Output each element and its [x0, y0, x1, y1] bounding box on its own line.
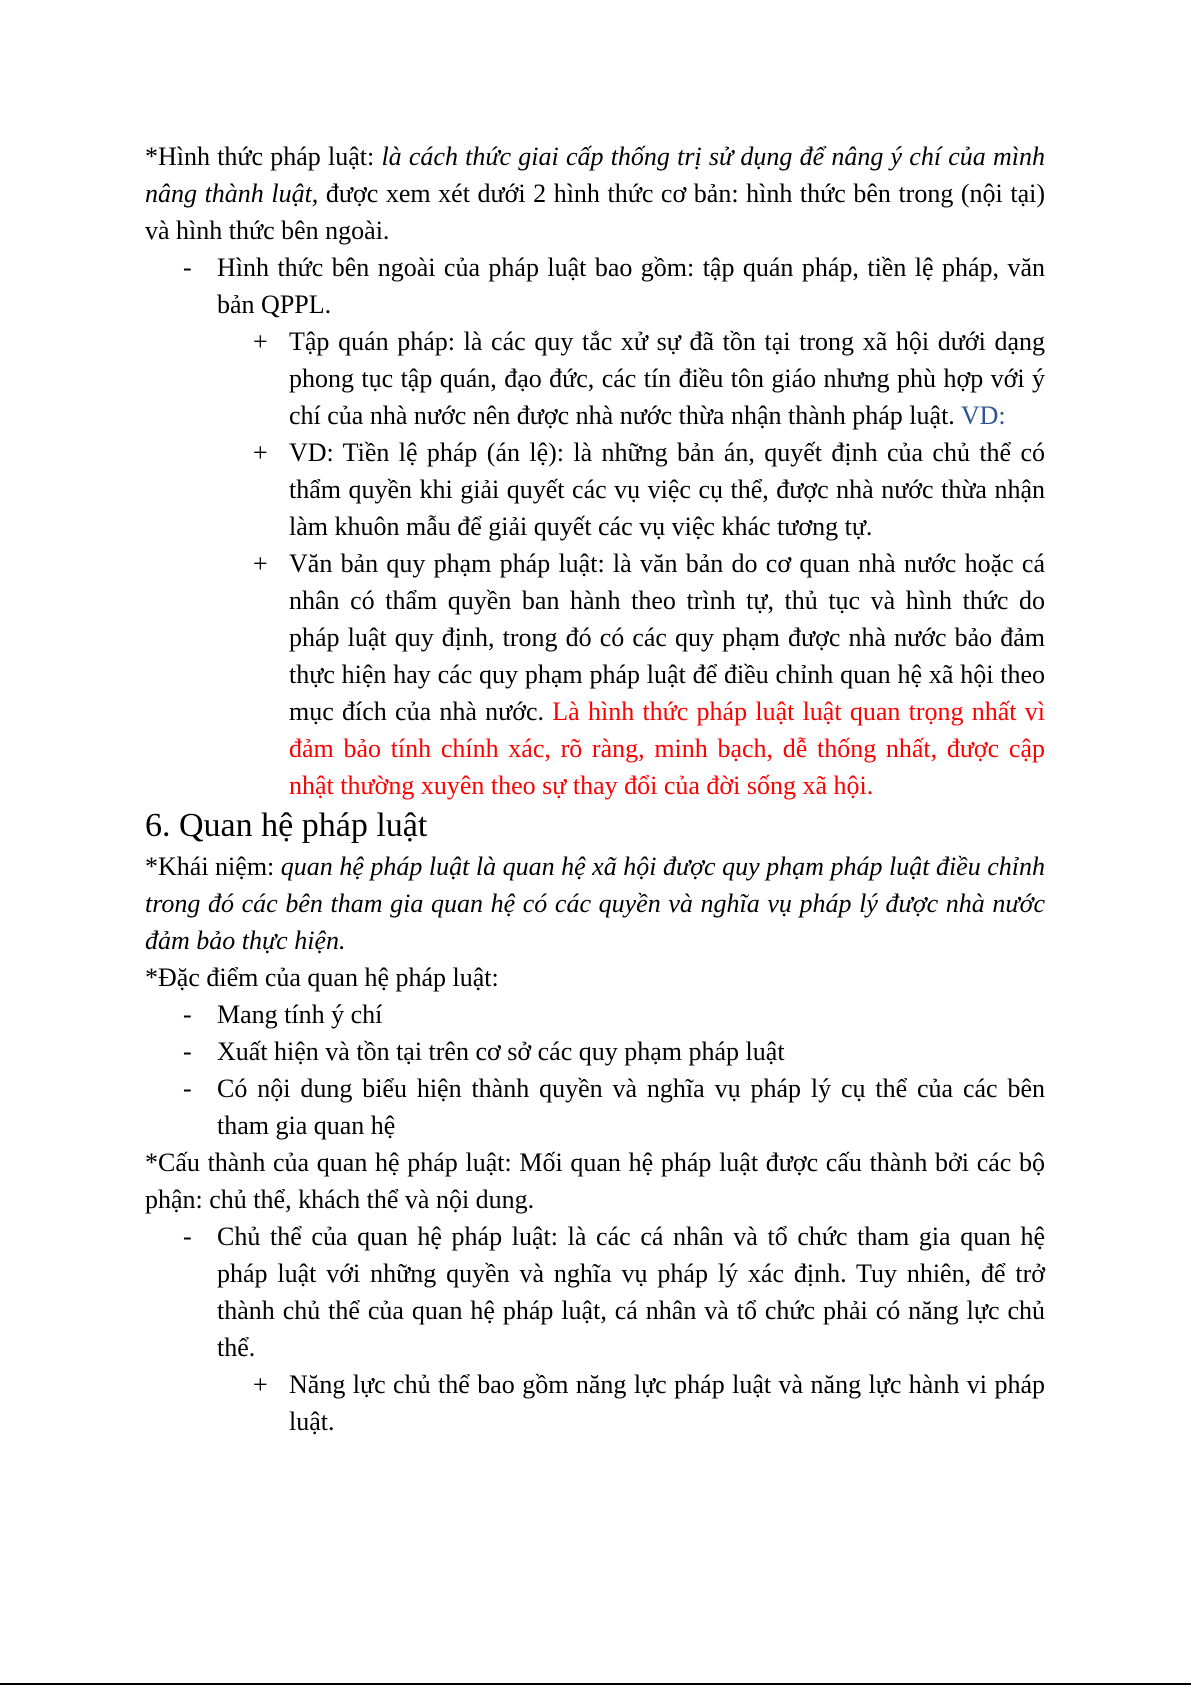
list-item-text: Xuất hiện và tồn tại trên cơ sở các quy phạm pháp luật	[217, 1037, 785, 1066]
list-item-capacity	[145, 1366, 1045, 1440]
paragraph-features-title: *Đặc điểm của quan hệ pháp luật:	[145, 963, 499, 992]
highlighted-note: Là hình thức pháp luật luật quan trọng nhất vì đảm bảo tính chính xác, rõ ràng, minh bạch, dễ thống nhất, được cập nhật thường xuyên theo sự thay đổi của đời sống xã hội.	[289, 697, 1045, 800]
concept-label: *Khái niệm:	[145, 852, 281, 881]
list-item-feature	[145, 1033, 1045, 1070]
paragraph-composition: *Cấu thành của quan hệ pháp luật: Mối quan hệ pháp luật được cấu thành bởi các bộ phận: chủ thể, khách thể và nội dung.	[145, 1148, 1045, 1214]
example-label: VD:	[960, 401, 1006, 430]
plus-marker: +	[253, 1370, 268, 1399]
list-item-text: Văn bản quy phạm pháp luật: là văn bản do cơ quan nhà nước hoặc cá nhân có thẩm quyền ban hành theo trình tự, thủ tục và hình thức do pháp luật quy định, trong đó có các quy phạm được nhà nước bảo đảm thực hiện hay các quy phạm pháp luật để điều chỉnh quan hệ xã hội theo mục đích của nhà nước.	[289, 549, 1045, 726]
list-item-external-forms	[145, 249, 1045, 323]
list-item-text: Có nội dung biểu hiện thành quyền và nghĩa vụ pháp lý cụ thể của các bên tham gia quan hệ	[217, 1074, 1045, 1140]
document-page	[145, 138, 1045, 1440]
dash-marker: -	[183, 1222, 192, 1251]
list-item-text: Năng lực chủ thể bao gồm năng lực pháp luật và năng lực hành vi pháp luật.	[289, 1370, 1045, 1436]
list-item-feature	[145, 996, 1045, 1033]
plus-marker: +	[253, 327, 268, 356]
legal-form-definition: là cách thức giai cấp thống trị sử dụng để nâng ý chí của mình nâng thành luật,	[145, 142, 1046, 208]
paragraph-concept	[145, 848, 1045, 959]
list-item-legal-documents	[145, 545, 1045, 804]
dash-marker: -	[183, 1074, 192, 1103]
dash-marker: -	[183, 1037, 192, 1066]
paragraph-legal-form	[145, 138, 1045, 249]
plus-marker: +	[253, 438, 268, 467]
legal-form-label: *Hình thức pháp luật:	[145, 142, 382, 171]
list-item-subject	[145, 1218, 1045, 1366]
list-item-text: Hình thức bên ngoài của pháp luật bao gồm: tập quán pháp, tiền lệ pháp, văn bản QPPL.	[217, 253, 1045, 319]
list-item-text: Chủ thể của quan hệ pháp luật: là các cá nhân và tổ chức tham gia quan hệ pháp luật với những quyền và nghĩa vụ pháp lý xác định. Tuy nhiên, để trở thành chủ thể của quan hệ pháp luật, cá nhân và tổ chức phải có năng lực chủ thể.	[217, 1222, 1045, 1362]
legal-form-rest: được xem xét dưới 2 hình thức cơ bản: hình thức bên trong (nội tại) và hình thức bên ngoài.	[145, 179, 1045, 245]
list-item-text: Mang tính ý chí	[217, 1000, 383, 1029]
dash-marker: -	[183, 253, 192, 282]
list-item-precedent	[145, 434, 1045, 545]
plus-marker: +	[253, 549, 268, 578]
section-heading: 6. Quan hệ pháp luật	[145, 807, 428, 844]
list-item-customary-law	[145, 323, 1045, 434]
concept-definition: quan hệ pháp luật là quan hệ xã hội được quy phạm pháp luật điều chỉnh trong đó các bên tham gia quan hệ có các quyền và nghĩa vụ pháp lý được nhà nước đảm bảo thực hiện.	[145, 852, 1045, 955]
list-item-text: Tập quán pháp: là các quy tắc xử sự đã tồn tại trong xã hội dưới dạng phong tục tập quán, đạo đức, các tín điều tôn giáo nhưng phù hợp với ý chí của nhà nước nên được nhà nước thừa nhận thành pháp luật.	[289, 327, 1045, 430]
list-item-feature	[145, 1070, 1045, 1144]
dash-marker: -	[183, 1000, 192, 1029]
list-item-text: VD: Tiền lệ pháp (án lệ): là những bản án, quyết định của chủ thể có thẩm quyền khi giải quyết các vụ việc cụ thể, được nhà nước thừa nhận làm khuôn mẫu để giải quyết các vụ việc khác tương tự.	[289, 438, 1045, 541]
